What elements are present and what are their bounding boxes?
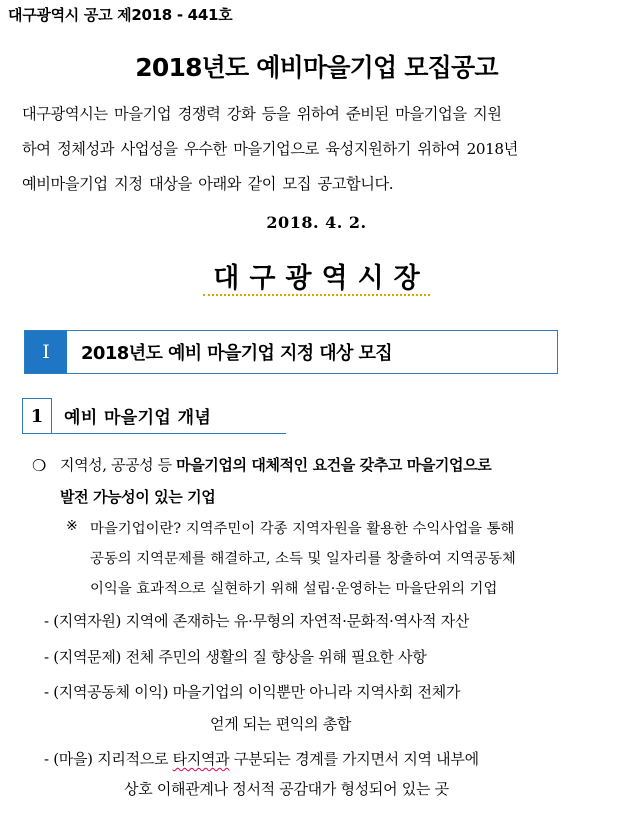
note-line: 이익을 효과적으로 실현하기 위해 설립·운영하는 마을단위의 기업 [90, 581, 498, 597]
definition-village-post: 구분되는 경계를 가지면서 지역 내부에 [229, 750, 479, 768]
section-number: Ⅰ [25, 331, 67, 373]
page-title: 2018년도 예비마을기업 모집공고 [135, 53, 498, 82]
intro-paragraph [22, 97, 612, 202]
note-line: 마을기업이란? 지역주민이 각종 지역자원을 활용한 수익사업을 통해 [90, 521, 515, 537]
intro-line: 하여 정체성과 사업성을 우수한 마을기업으로 육성지원하기 위하여 2018년 [22, 140, 518, 158]
issuer-name: 대구광역시장 [203, 263, 430, 296]
circle-bullet-icon: ❍ [32, 456, 47, 475]
bullet-text-plain: 지역성, 공공성 등 [60, 456, 177, 474]
note-line: 공동의 지역문제를 해결하고, 소득 및 일자리를 창출하여 지역공동체 [90, 551, 516, 567]
intro-line: 예비마을기업 지정 대상을 아래와 같이 모집 공고합니다. [22, 175, 394, 193]
intro-line: 대구광역시는 마을기업 경쟁력 강화 등을 위하여 준비된 마을기업을 지원 [22, 105, 502, 123]
section-title: 2018년도 예비 마을기업 지정 대상 모집 [81, 343, 393, 364]
definition-village-pre: - (마을) 지리적으로 [44, 750, 173, 768]
definition-local-issues: - (지역문제) 전체 주민의 생활의 질 향상을 위해 필요한 사항 [44, 648, 427, 666]
definition-local-resources: - (지역자원) 지역에 존재하는 유·무형의 자연적·문화적·역사적 자산 [44, 612, 470, 630]
subsection-heading [22, 398, 286, 434]
definition-community-benefit-cont: 얻게 되는 편익의 총합 [210, 715, 352, 733]
notice-number: 대구광역시 공고 제2018 - 441호 [8, 6, 233, 24]
spellcheck-underlined-word: 타지역과 [172, 750, 230, 768]
subsection-title: 예비 마을기업 개념 [52, 398, 286, 434]
bullet-line [60, 454, 491, 475]
reference-mark-icon: ※ [66, 518, 78, 534]
subsection-number: 1 [22, 398, 52, 434]
section-heading [24, 330, 558, 374]
definition-community-benefit: - (지역공동체 이익) 마을기업의 이익뿐만 아니라 지역사회 전체가 [44, 683, 461, 701]
issuer-block [0, 256, 633, 295]
bullet-text-bold: 마을기업의 대체적인 요건을 갖추고 마을기업으로 [176, 456, 492, 474]
definition-village-cont: 상호 이해관계나 정서적 공감대가 형성되어 있는 곳 [124, 780, 449, 798]
notice-date: 2018. 4. 2. [266, 213, 367, 232]
bullet-line-continued: 발전 가능성이 있는 기업 [60, 488, 216, 506]
definition-village [44, 748, 479, 769]
